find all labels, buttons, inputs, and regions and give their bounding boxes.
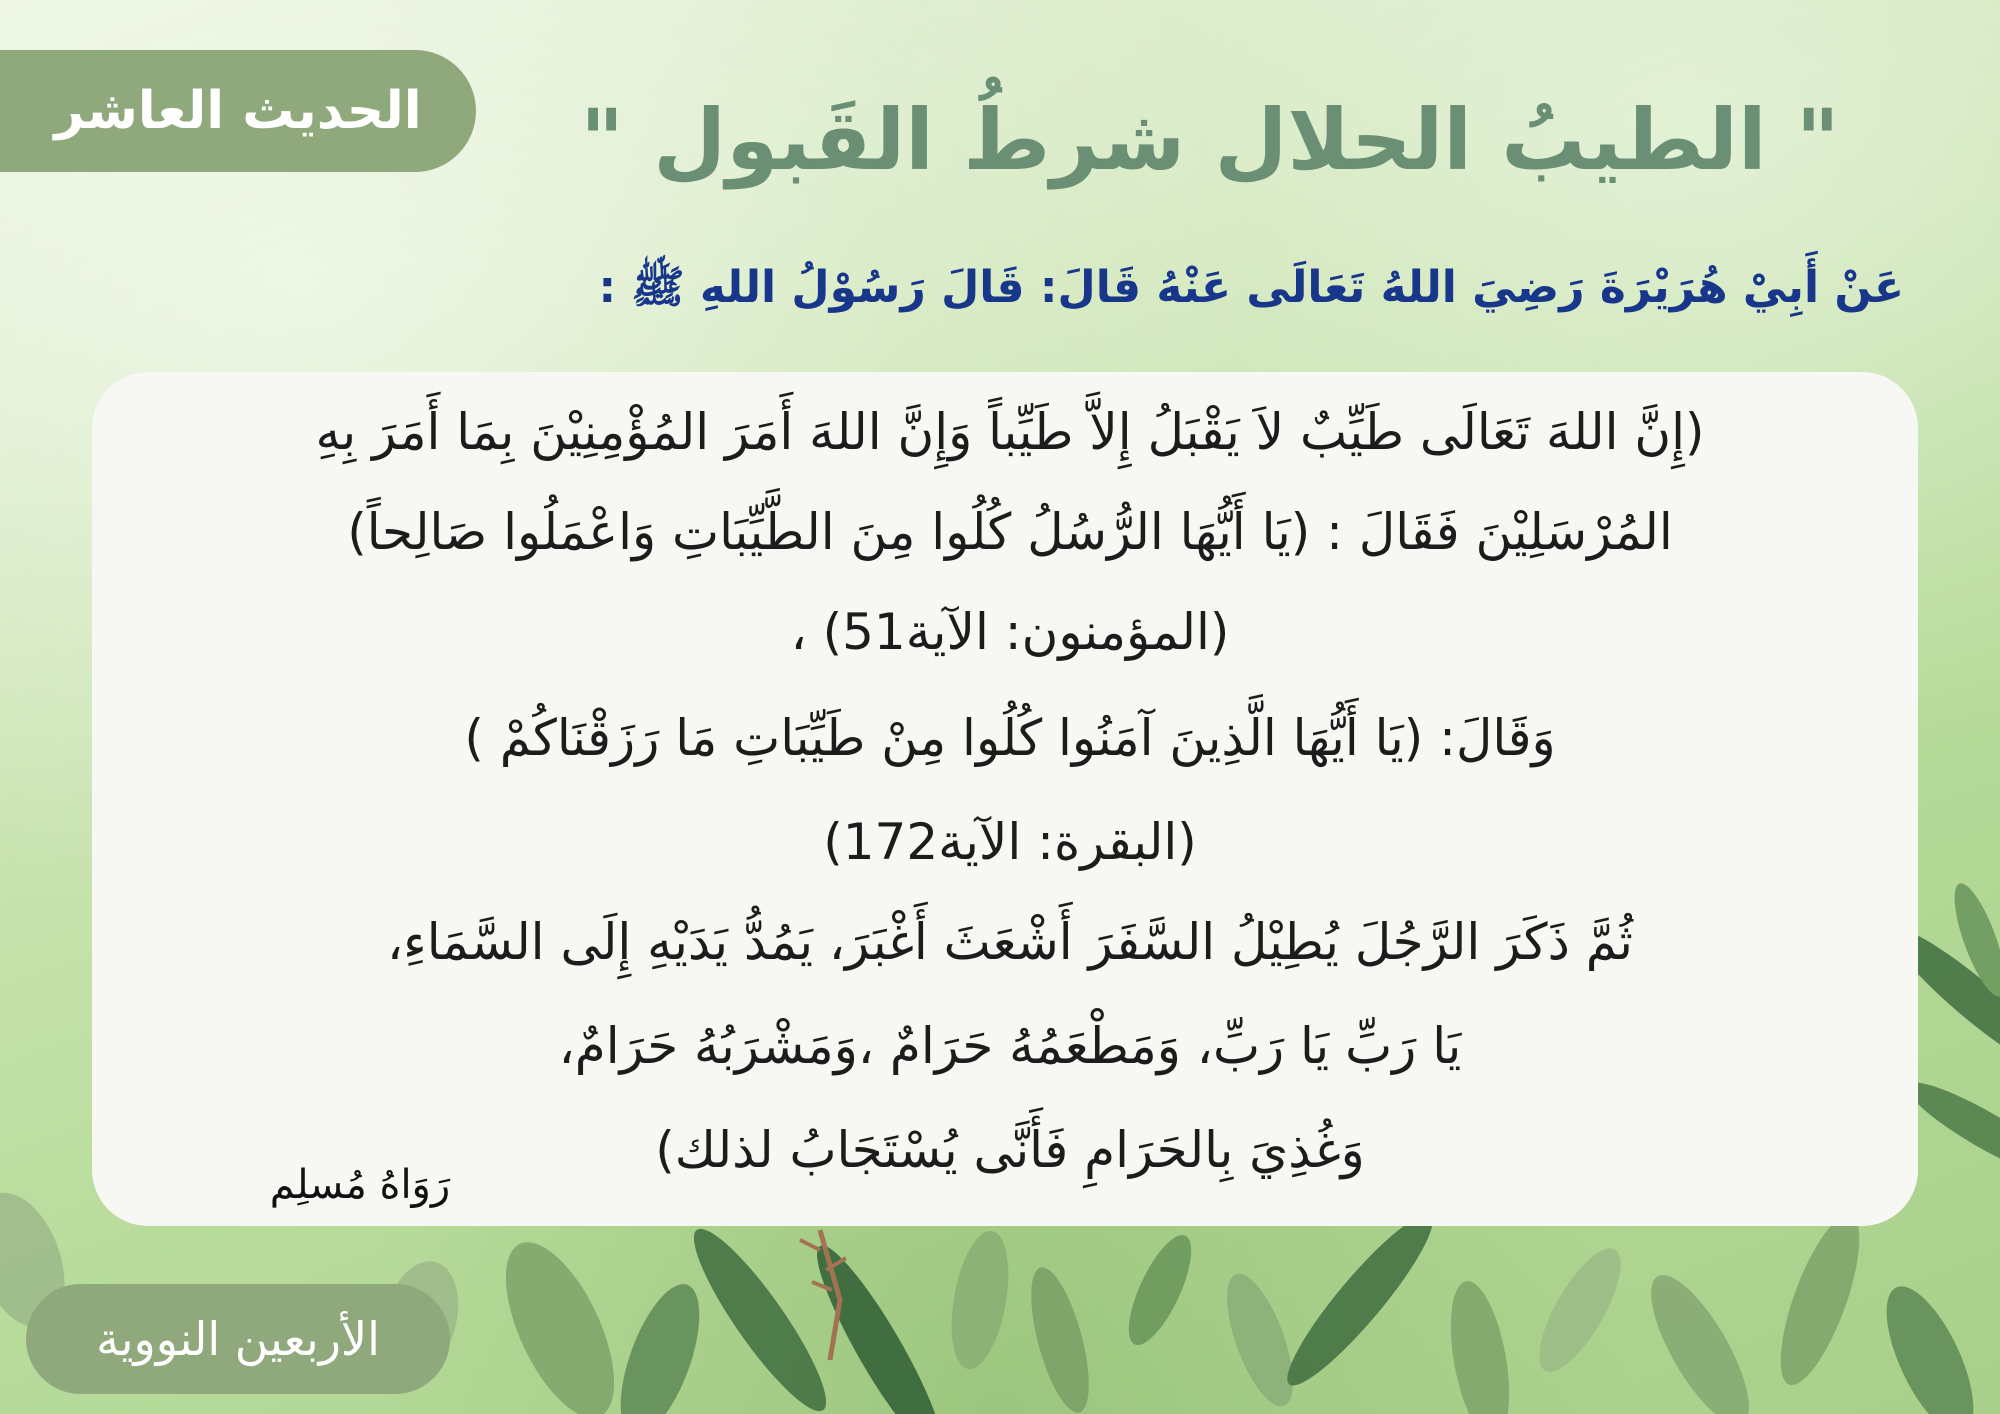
hadith-line-7: يَا رَبِّ يَا رَبِّ، وَمَطْعَمُهُ حَرَامٌ ،وَمَشْرَبُهُ حَرَامٌ، <box>558 1017 1462 1075</box>
narrator-line: عَنْ أَبِيْ هُرَيْرَةَ رَضِيَ اللهُ تَعَالَى عَنْهُ قَالَ: قَالَ رَسُوْلُ اللهِ ﷺ : <box>598 262 1904 313</box>
hadith-line-4: وَقَالَ: (يَا أَيُّهَا الَّذِينَ آمَنُوا كُلُوا مِنْ طَيِّبَاتِ مَا رَزَقْنَاكُمْ ) <box>464 709 1556 767</box>
hadith-line-1: (إِنَّ اللهَ تَعَالَى طَيِّبٌ لاَ يَقْبَلُ إِلاَّ طَيِّباً وَإِنَّ اللهَ أَمَرَ المُؤْمِنِيْنَ بِمَا أَمَرَ بِهِ <box>315 403 1705 461</box>
narration-source: رَوَاهُ مُسلِم <box>269 1162 451 1208</box>
hadith-line-5: (البقرة: الآية172) <box>823 813 1197 871</box>
hadith-line-6: ثُمَّ ذَكَرَ الرَّجُلَ يُطِيْلُ السَّفَرَ أَشْعَثَ أَغْبَرَ، يَمُدُّ يَدَيْهِ إِلَى السَّمَاءِ، <box>387 913 1633 971</box>
hadith-number-badge <box>0 50 476 172</box>
collection-label: الأربعين النووية <box>96 1312 380 1366</box>
hadith-number-label: الحديث العاشر <box>54 81 422 141</box>
collection-badge <box>26 1284 450 1394</box>
hadith-line-2: المُرْسَلِيْنَ فَقَالَ : (يَا أَيُّهَا الرُّسُلُ كُلُوا مِنَ الطَّيِّبَاتِ وَاعْمَلُوا صَالِحاً) <box>347 503 1673 561</box>
hadith-line-3: (المؤمنون: الآية51) ، <box>790 603 1230 661</box>
hadith-line-8: وَغُذِيَ بِالحَرَامِ فَأَنَّى يُسْتَجَابُ لذلك) <box>655 1121 1365 1179</box>
page-title: " الطيبُ الحلال شرطُ القَبول " <box>580 91 1840 189</box>
